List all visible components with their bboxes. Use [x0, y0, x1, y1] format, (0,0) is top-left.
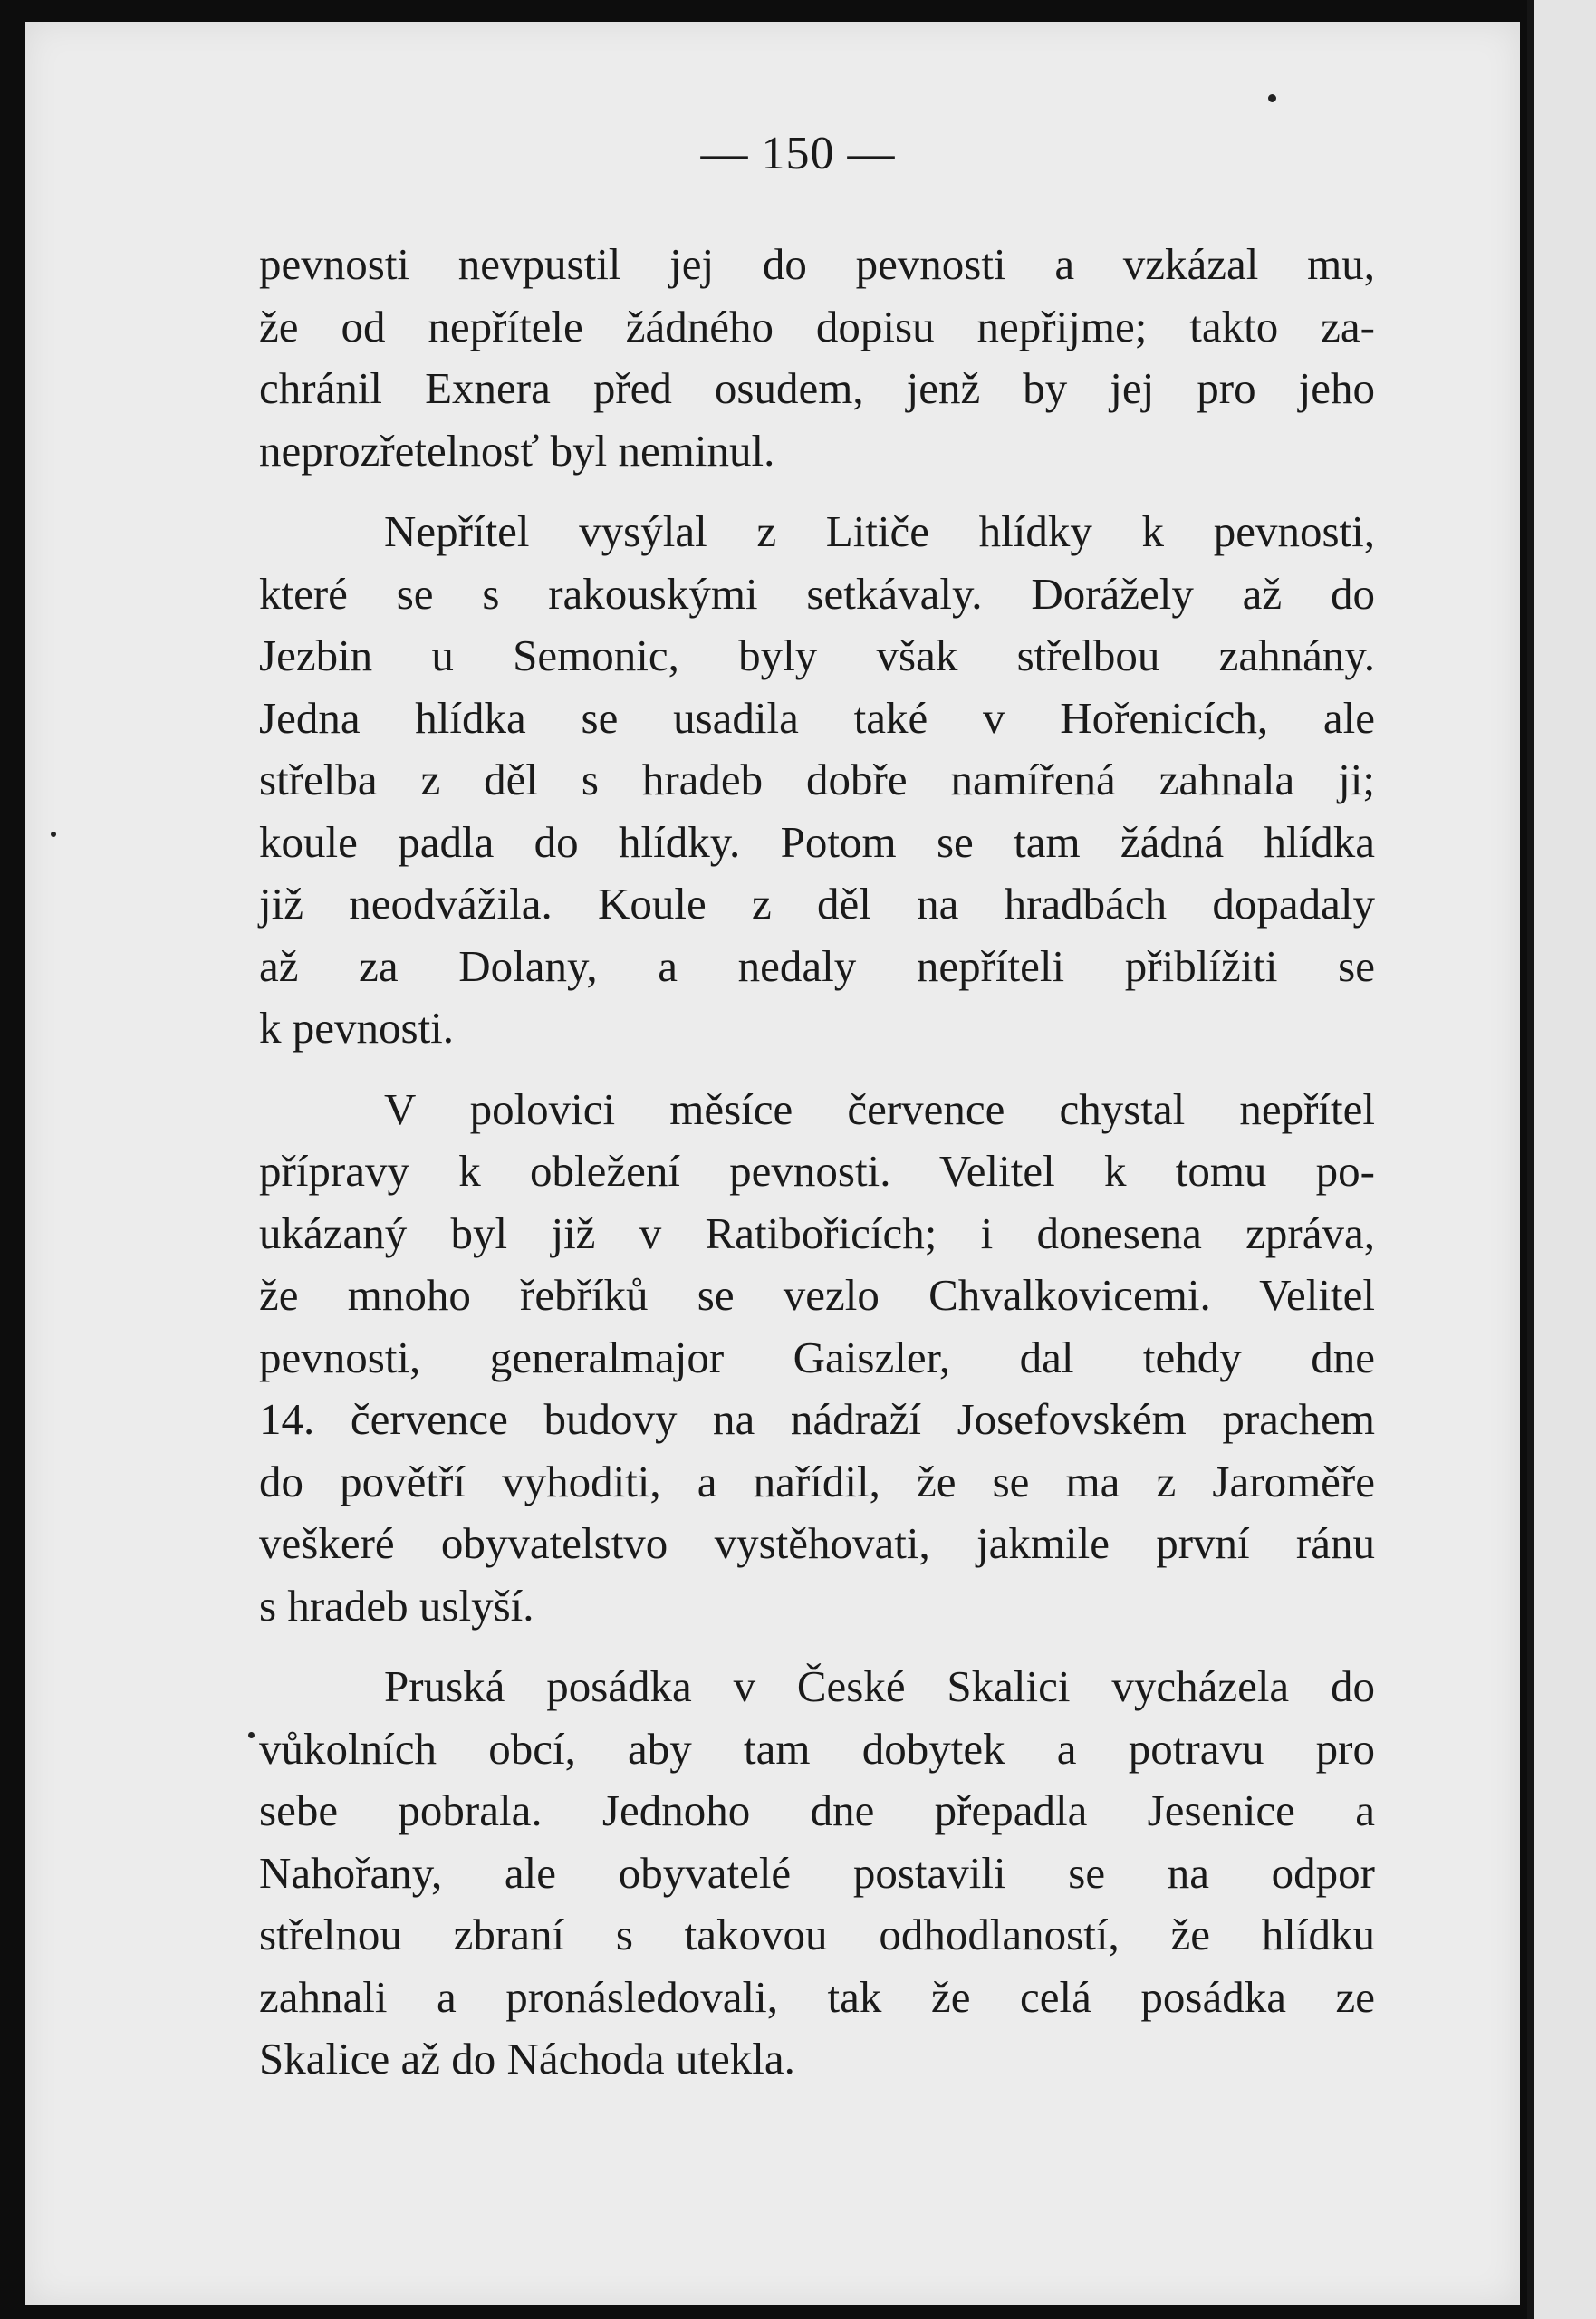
text-line: již neodvážila. Koule z děl na hradbách dopadaly — [259, 879, 1375, 929]
text-line: 14. července budovy na nádraží Josefovském prachem — [259, 1394, 1375, 1444]
text-line: s hradeb uslyší. — [259, 1580, 534, 1631]
text-line: pevnosti nevpustil jej do pevnosti a vzkázal mu, — [259, 239, 1375, 289]
paragraph — [259, 234, 1375, 482]
body-text — [259, 234, 1375, 2091]
paragraph — [259, 1656, 1375, 2091]
adjacent-page-edge — [1527, 0, 1596, 2319]
text-line: V polovici měsíce července chystal nepřítel — [384, 1083, 1375, 1134]
scan-speck — [51, 832, 56, 837]
text-line: Pruská posádka v České Skalici vycházela do — [384, 1661, 1375, 1711]
paragraph — [259, 1079, 1375, 1638]
scan-speck — [1268, 94, 1276, 102]
text-line: neprozřetelnosť byl neminul. — [259, 425, 775, 476]
text-line: Skalice až do Náchoda utekla. — [259, 2034, 795, 2083]
text-line: Nahořany, ale obyvatelé postavili se na odpor — [259, 1847, 1375, 1898]
page-number: — 150 — — [700, 128, 896, 179]
text-line: k pevnosti. — [259, 1003, 455, 1053]
text-line: vůkolních obcí, aby tam dobytek a potravu pro — [259, 1723, 1375, 1774]
text-line: které se s rakouskými setkávaly. Dorážely až do — [259, 568, 1375, 619]
text-line: až za Dolany, a nedaly nepříteli přiblížiti se — [259, 940, 1375, 991]
text-line: Jedna hlídka se usadila také v Hořenicích, ale — [259, 692, 1375, 743]
text-line: koule padla do hlídky. Potom se tam žádná hlídka — [259, 816, 1375, 867]
text-line: že mnoho řebříků se vezlo Chvalkovicemi. Velitel — [259, 1270, 1375, 1320]
text-line: chránil Exnera před osudem, jenž by jej pro jeho — [259, 363, 1375, 413]
text-line: střelnou zbraní s takovou odhodlaností, že hlídku — [259, 1910, 1375, 1959]
text-line: ukázaný byl již v Ratibořicích; i donesena zpráva, — [259, 1208, 1375, 1258]
text-line: Nepřítel vysýlal z Litiče hlídky k pevnosti, — [384, 506, 1375, 556]
text-line: Jezbin u Semonic, byly však střelbou zahnány. — [259, 630, 1375, 680]
text-line: do povětří vyhoditi, a nařídil, že se ma z Jaroměře — [259, 1456, 1375, 1506]
text-line: že od nepřítele žádného dopisu nepřijme; takto za- — [259, 301, 1375, 351]
paragraph — [259, 501, 1375, 1060]
scan-speck — [248, 1732, 255, 1738]
text-line: střelba z děl s hradeb dobře namířená zahnala ji; — [259, 755, 1375, 804]
text-line: sebe pobrala. Jednoho dne přepadla Jesenice a — [259, 1785, 1375, 1835]
text-line: veškeré obyvatelstvo vystěhovati, jakmile první ránu — [259, 1518, 1375, 1568]
text-line: přípravy k obležení pevnosti. Velitel k tomu po- — [259, 1146, 1375, 1196]
text-line: zahnali a pronásledovali, tak že celá posádka ze — [259, 1971, 1375, 2022]
text-line: pevnosti, generalmajor Gaiszler, dal tehdy dne — [259, 1332, 1375, 1382]
